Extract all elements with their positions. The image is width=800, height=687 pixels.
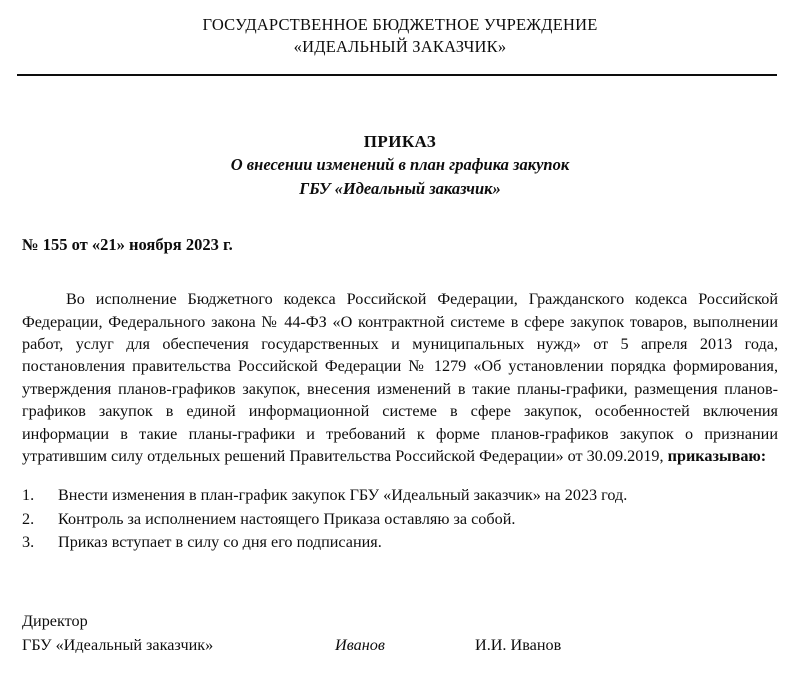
preamble-order-verb: приказываю:	[667, 447, 767, 466]
letterhead-divider	[17, 74, 777, 76]
order-item-number: 1.	[22, 486, 35, 504]
orders-list	[22, 484, 778, 555]
preamble-paragraph	[22, 288, 778, 467]
document-title-block	[0, 130, 800, 201]
document-kind: ПРИКАЗ	[363, 132, 437, 151]
signatory-organization: ГБУ «Идеальный заказчик»	[22, 635, 214, 654]
list-item	[22, 531, 778, 555]
document-subject-line-1: О внесении изменений в план графика закупок	[230, 155, 570, 174]
registration-number-and-date: № 155 от «21» ноября 2023 г.	[22, 235, 233, 254]
handwritten-signature: Иванов	[335, 635, 385, 654]
order-item-number: 3.	[22, 533, 35, 551]
list-item	[22, 484, 778, 508]
order-item-text: Внести изменения в план-график закупок ГБУ «Идеальный заказчик» на 2023 год.	[58, 486, 628, 504]
order-item-text: Контроль за исполнением настоящего Приказа оставляю за собой.	[58, 509, 516, 528]
document-subject-line-2: ГБУ «Идеальный заказчик»	[299, 179, 501, 198]
order-item-text: Приказ вступает в силу со дня его подписания.	[58, 533, 382, 551]
letterhead-organization-name: «ИДЕАЛЬНЫЙ ЗАКАЗЧИК»	[293, 37, 507, 56]
letterhead-organization-type: ГОСУДАРСТВЕННОЕ БЮДЖЕТНОЕ УЧРЕЖДЕНИЕ	[202, 15, 598, 34]
letterhead	[0, 14, 800, 58]
signature-block	[22, 610, 778, 657]
list-item	[22, 508, 778, 532]
signatory-role: Директор	[22, 612, 88, 630]
order-item-number: 2.	[22, 509, 35, 528]
preamble-body-text: Во исполнение Бюджетного кодекса Российской Федерации, Гражданского кодекса Российской Федерации, Федерального закона № 44-ФЗ «О контрактной системе в сфере закупок товаров, выполнении работ, услуг для обеспечения государственных и муниципальных нужд» от 5 апреля 2013 года, постановления правительства Российской Федерации № 1279 «Об установлении порядка формирования, утверждения планов-графиков закупок, внесения изменений в такие планы-графики, размещения планов-графиков закупок в единой информационной системе в сфере закупок, особенностей включения информации в такие планы-графики и требований к форме планов-графиков закупок о признании утратившим силу отдельных решений Правительства Российской Федерации» от 30.09.2019,	[22, 290, 778, 466]
signatory-name: И.И. Иванов	[475, 635, 562, 654]
signature-row	[22, 634, 778, 658]
